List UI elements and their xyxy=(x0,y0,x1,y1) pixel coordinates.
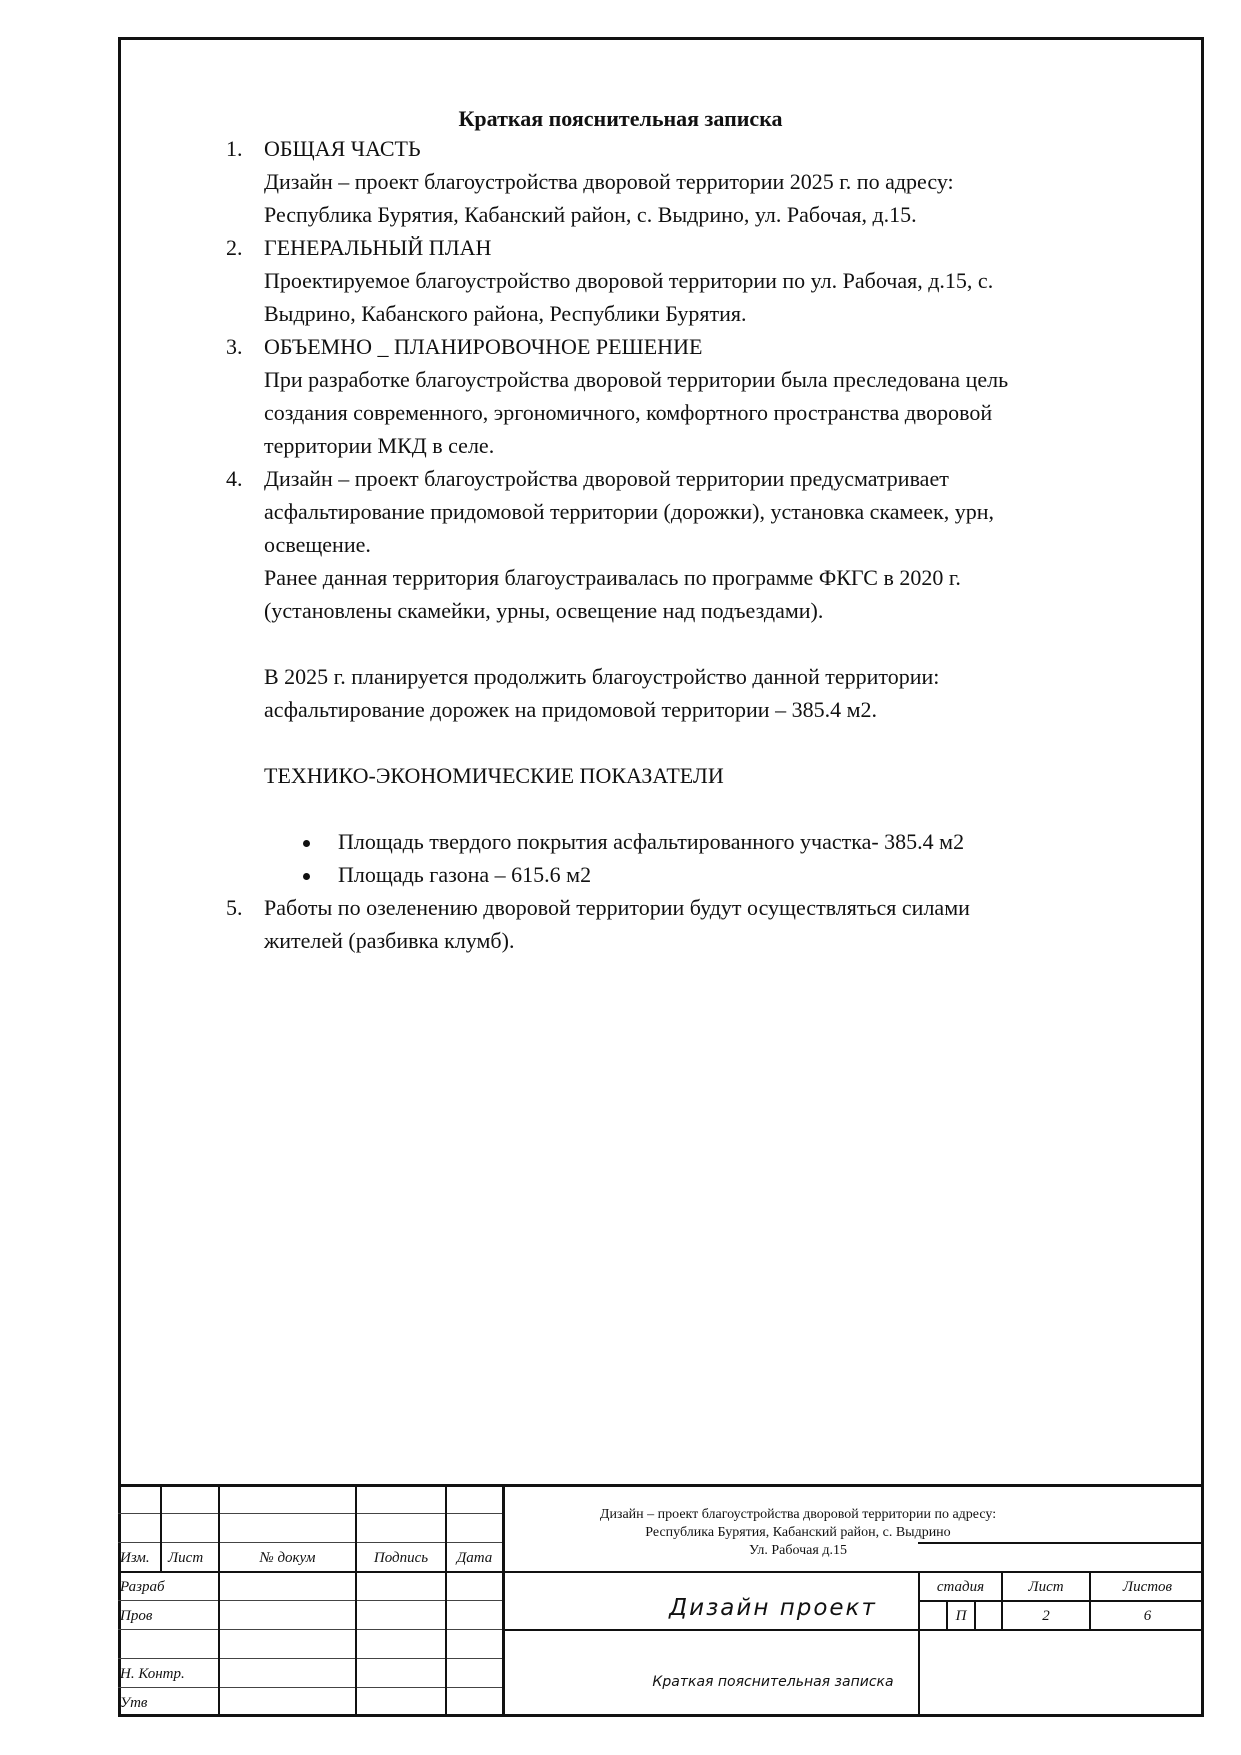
col-header-signature: Подпись xyxy=(373,1550,429,1566)
text-line: В 2025 г. планируется продолжить благоустройство данной территории: xyxy=(264,664,940,689)
text-line: Работы по озеленению дворовой территории будут осуществляться силами xyxy=(264,895,970,920)
sheets-value: 6 xyxy=(1143,1608,1152,1624)
section-heading: ОБЩАЯ ЧАСТЬ xyxy=(264,136,421,161)
bullet-icon xyxy=(303,873,310,880)
text-line: Выдрино, Кабанского района, Республики Бурятия. xyxy=(264,301,747,326)
col-header-doc: № докум xyxy=(259,1550,316,1566)
section-1 xyxy=(226,132,1126,231)
indicators-heading: ТЕХНИКО-ЭКОНОМИЧЕСКИЕ ПОКАЗАТЕЛИ xyxy=(264,763,724,788)
text-line: Республика Бурятия, Кабанский район, с. Выдрино, ул. Рабочая, д.15. xyxy=(264,202,917,227)
sheets-header: Листов xyxy=(1122,1579,1173,1595)
bullet-icon xyxy=(303,840,310,847)
description-line: Дизайн – проект благоустройства дворовой территории по адресу: xyxy=(599,1507,997,1522)
stage-header: стадия xyxy=(936,1579,985,1595)
section-number: 5. xyxy=(226,895,243,920)
section-number: 2. xyxy=(226,235,243,260)
text-line: Проектируемое благоустройство дворовой территории по ул. Рабочая, д.15, с. xyxy=(264,268,994,293)
section-4 xyxy=(226,462,1126,825)
spacer xyxy=(264,792,1126,825)
project-description xyxy=(508,1506,1088,1560)
indicators-list xyxy=(226,825,1126,891)
text-line: жителей (разбивка клумб). xyxy=(264,928,515,953)
stamp-line xyxy=(118,1571,1204,1573)
list-item-text: Площадь твердого покрытия асфальтированного участка- 385.4 м2 xyxy=(338,829,965,854)
document-title: Краткая пояснительная записка xyxy=(458,106,783,131)
text-line: Дизайн – проект благоустройства дворовой территории предусматривает xyxy=(264,466,949,491)
list-item xyxy=(226,858,1126,891)
row-label-developer: Разраб xyxy=(120,1579,165,1595)
section-3 xyxy=(226,330,1126,462)
section-number: 1. xyxy=(226,136,243,161)
spacer xyxy=(264,627,1126,660)
col-header-izm: Изм. xyxy=(120,1550,150,1566)
stamp-line xyxy=(505,1629,1204,1631)
stamp-line xyxy=(218,1484,220,1717)
text-line: асфальтирование дорожек на придомовой территории – 385.4 м2. xyxy=(264,697,877,722)
sheet-header: Лист xyxy=(1028,1579,1064,1595)
stamp-line xyxy=(160,1484,162,1571)
section-number: 4. xyxy=(226,466,243,491)
text-line: (установлены скамейки, урны, освещение над подъездами). xyxy=(264,598,824,623)
text-line: территории МКД в селе. xyxy=(264,433,495,458)
project-title: Дизайн проект xyxy=(669,1595,877,1621)
stamp-line xyxy=(355,1484,357,1717)
text-line: асфальтирование придомовой территории (дорожки), установка скамеек, урн, xyxy=(264,499,994,524)
document-name: Краткая пояснительная записка xyxy=(652,1674,894,1690)
description-line: Ул. Рабочая д.15 xyxy=(749,1543,847,1558)
section-number: 3. xyxy=(226,334,243,359)
text-line: Ранее данная территория благоустраивалась по программе ФКГС в 2020 г. xyxy=(264,565,961,590)
spacer xyxy=(264,726,1126,759)
col-header-date: Дата xyxy=(456,1550,493,1566)
description-line: Республика Бурятия, Кабанский район, с. Выдрино xyxy=(645,1525,951,1540)
stamp-line xyxy=(118,1484,1204,1487)
text-line: При разработке благоустройства дворовой территории была преследована цель xyxy=(264,367,1009,392)
row-label-checked: Пров xyxy=(120,1608,153,1624)
section-heading: ОБЪЕМНО _ ПЛАНИРОВОЧНОЕ РЕШЕНИЕ xyxy=(264,334,703,359)
section-heading: ГЕНЕРАЛЬНЫЙ ПЛАН xyxy=(264,235,492,260)
text-line: освещение. xyxy=(264,532,371,557)
col-header-list: Лист xyxy=(168,1550,204,1566)
section-2 xyxy=(226,231,1126,330)
section-5 xyxy=(226,891,1126,957)
list-item-text: Площадь газона – 615.6 м2 xyxy=(338,862,592,887)
text-line: создания современного, эргономичного, комфортного пространства дворовой xyxy=(264,400,993,425)
stamp-line xyxy=(445,1484,447,1717)
row-label-norm-control: Н. Контр. xyxy=(120,1666,185,1682)
document-body xyxy=(226,132,1126,957)
sheet-value: 2 xyxy=(1042,1608,1050,1624)
title-block xyxy=(118,1484,1204,1717)
list-item xyxy=(226,825,1126,858)
text-line: Дизайн – проект благоустройства дворовой территории 2025 г. по адресу: xyxy=(264,169,954,194)
stamp-line xyxy=(502,1484,505,1717)
stage-value: П xyxy=(955,1608,967,1624)
row-label-approved: Утв xyxy=(120,1695,148,1711)
